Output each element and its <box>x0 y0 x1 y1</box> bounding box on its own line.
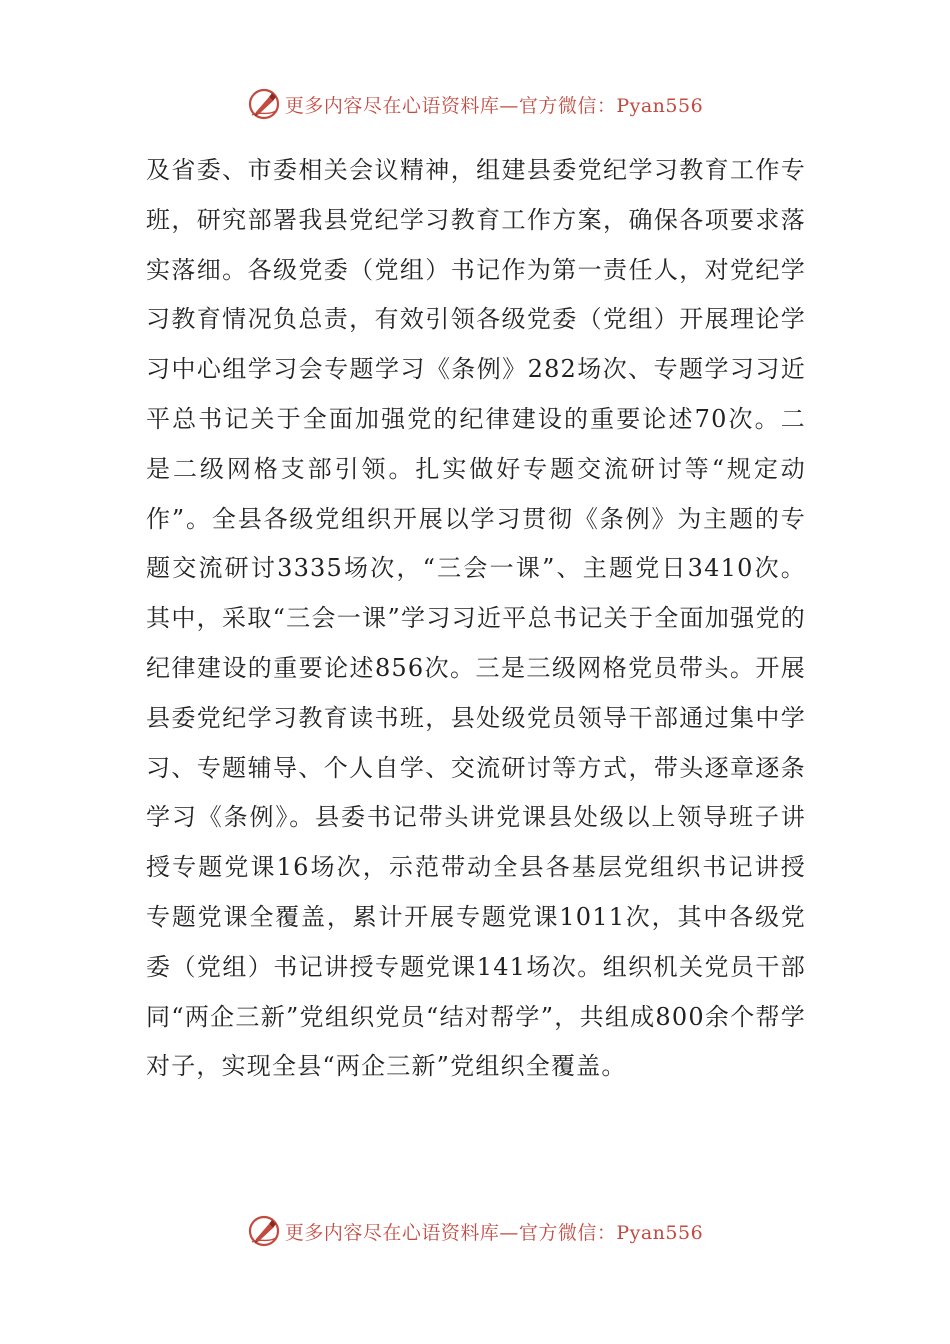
footer-banner-inner <box>247 1214 703 1248</box>
document-body <box>146 146 806 1092</box>
header-banner-text: 更多内容尽在心语资料库—官方微信：Pyan556 <box>284 94 704 117</box>
header-banner <box>0 84 950 124</box>
body-paragraph: 及省委、市委相关会议精神，组建县委党纪学习教育工作专班，研究部署我县党纪学习教育工作方案，确保各项要求落实落细。各级党委（党组）书记作为第一责任人，对党纪学习教育情况负总责，有效引领各级党委（党组）开展理论学习中心组学习会专题学习《条例》282场次、专题学习习近平总书记关于全面加强党的纪律建设的重要论述70次。二是二级网格支部引领。扎实做好专题交流研讨等“规定动作”。全县各级党组织开展以学习贯彻《条例》为主题的专题交流研讨3335场次，“三会一课”、主题党日3410次。其中，采取“三会一课”学习习近平总书记关于全面加强党的纪律建设的重要论述856次。三是三级网格党员带头。开展县委党纪学习教育读书班，县处级党员领导干部通过集中学习、专题辅导、个人自学、交流研讨等方式，带头逐章逐条学习《条例》。县委书记带头讲党课县处级以上领导班子讲授专题党课16场次，示范带动全县各基层党组织书记讲授专题党课全覆盖，累计开展专题党课1011次，其中各级党委（党组）书记讲授专题党课141场次。组织机关党员干部同“两企三新”党组织党员“结对帮学”，共组成800余个帮学对子，实现全县“两企三新”党组织全覆盖。 <box>146 156 806 1081</box>
header-banner-inner <box>247 87 703 121</box>
footer-banner-text: 更多内容尽在心语资料库—官方微信：Pyan556 <box>284 1221 704 1244</box>
pen-nib-logo-icon <box>247 1214 281 1248</box>
pen-nib-logo-icon <box>247 87 281 121</box>
footer-banner <box>0 1211 950 1251</box>
